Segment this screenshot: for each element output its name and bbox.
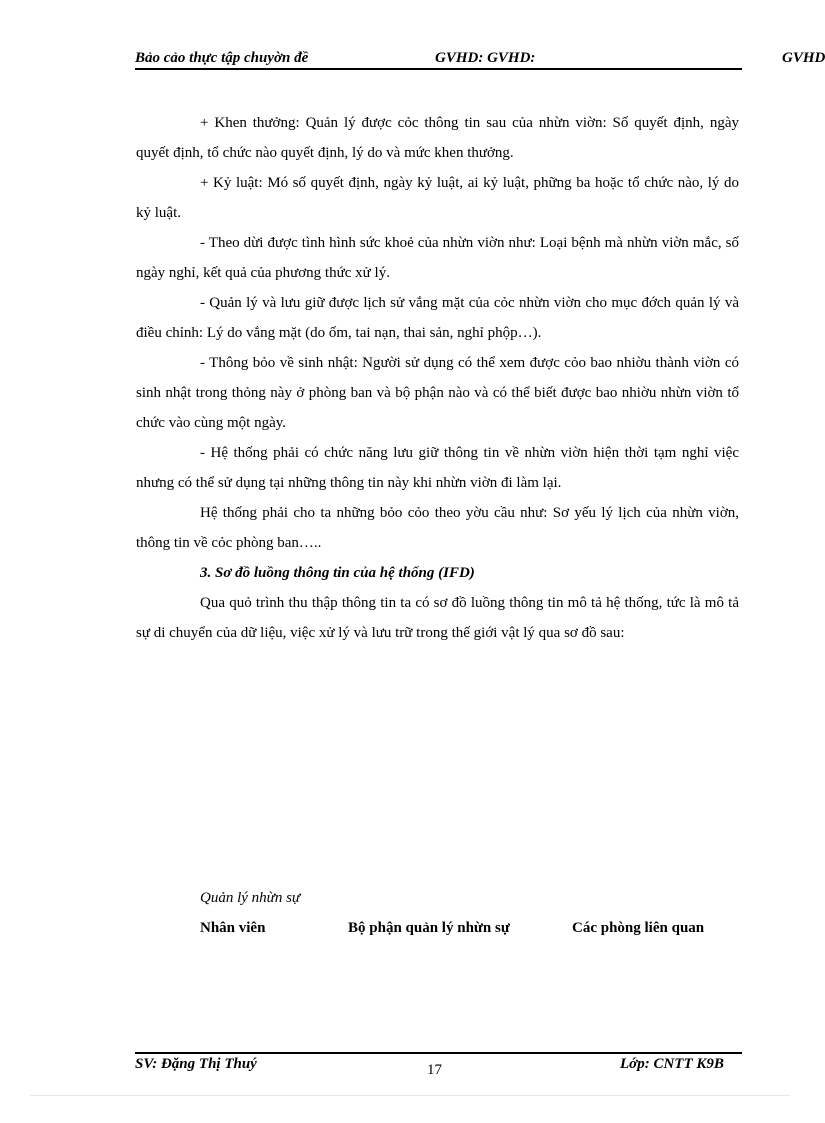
page-header (135, 50, 825, 70)
page-bottom-divider (30, 1095, 790, 1096)
paragraph-health: - Theo dừi được tình hình sức khoẻ của nhừn viờn như: Loại bệnh mà nhừn viờn mắc, số ngày nghỉ, kết quả của phương thức xử lý. (136, 235, 739, 281)
document-body (136, 108, 739, 648)
paragraph-ifd-intro: Qua quỏ trình thu thập thông tin ta có sơ đồ luồng thông tin mô tả hệ thống, tức là mô tả sự di chuyển của dữ liệu, việc xử lý và lưu trữ trong thế giới vật lý qua sơ đồ sau: (136, 595, 739, 641)
diagram-title: Quản lý nhừn sự (200, 890, 301, 906)
paragraph-discipline: + Kỷ luật: Mó số quyết định, ngày kỷ luật, ai kỷ luật, phững ba hoặc tổ chức nào, lý do kỷ luật. (136, 175, 739, 221)
paragraph-birthday: - Thông bỏo về sinh nhật: Người sử dụng có thể xem được cỏo bao nhiờu thành viờn có sinh nhật trong thỏng này ở phòng ban và bộ phận nào và có thể biết được bao nhiờu nhừn viờn tổ chức vào cùng một ngày. (136, 355, 739, 431)
footer-rule (135, 1052, 742, 1054)
paragraph-leave: - Hệ thống phải có chức năng lưu giữ thông tin về nhừn viờn hiện thời tạm nghỉ việc nhưng có thể sử dụng tại những thông tin này khi nhừn viờn đi làm lại. (136, 445, 739, 491)
header-supervisor: GVHD: GVHD: (435, 50, 536, 66)
diagram-column-related-departments: Các phòng liên quan (572, 920, 705, 936)
diagram-column-employee: Nhân viên (200, 920, 266, 936)
page-number: 17 (427, 1062, 442, 1078)
paragraph-reports: Hệ thống phải cho ta những bỏo cỏo theo yờu cầu như: Sơ yếu lý lịch của nhừn viờn, thông tin về cỏc phòng ban….. (136, 505, 739, 551)
section-heading: 3. Sơ đồ luồng thông tin của hệ thống (IFD) (200, 565, 475, 581)
header-report-title: Bảo cảo thực tập chuyờn đề (135, 50, 309, 66)
footer-student: SV: Đặng Thị Thuý (135, 1056, 257, 1072)
paragraph-absence: - Quản lý và lưu giữ được lịch sử vắng mặt của cỏc nhừn viờn cho mục đớch quản lý và điều chỉnh: Lý do vắng mặt (do ốm, tai nạn, thai sản, nghỉ phộp…). (136, 295, 739, 341)
footer-class: Lớp: CNTT K9B (620, 1056, 724, 1072)
header-supervisor-overflow: GVHD (782, 50, 825, 66)
diagram-column-hr-department: Bộ phận quản lý nhừn sự (348, 920, 510, 936)
header-rule (135, 68, 742, 70)
paragraph-rewards: + Khen thưởng: Quản lý được cỏc thông tin sau của nhừn viờn: Số quyết định, ngày quyết định, tổ chức nào quyết định, lý do và mức khen thưởng. (136, 115, 739, 161)
